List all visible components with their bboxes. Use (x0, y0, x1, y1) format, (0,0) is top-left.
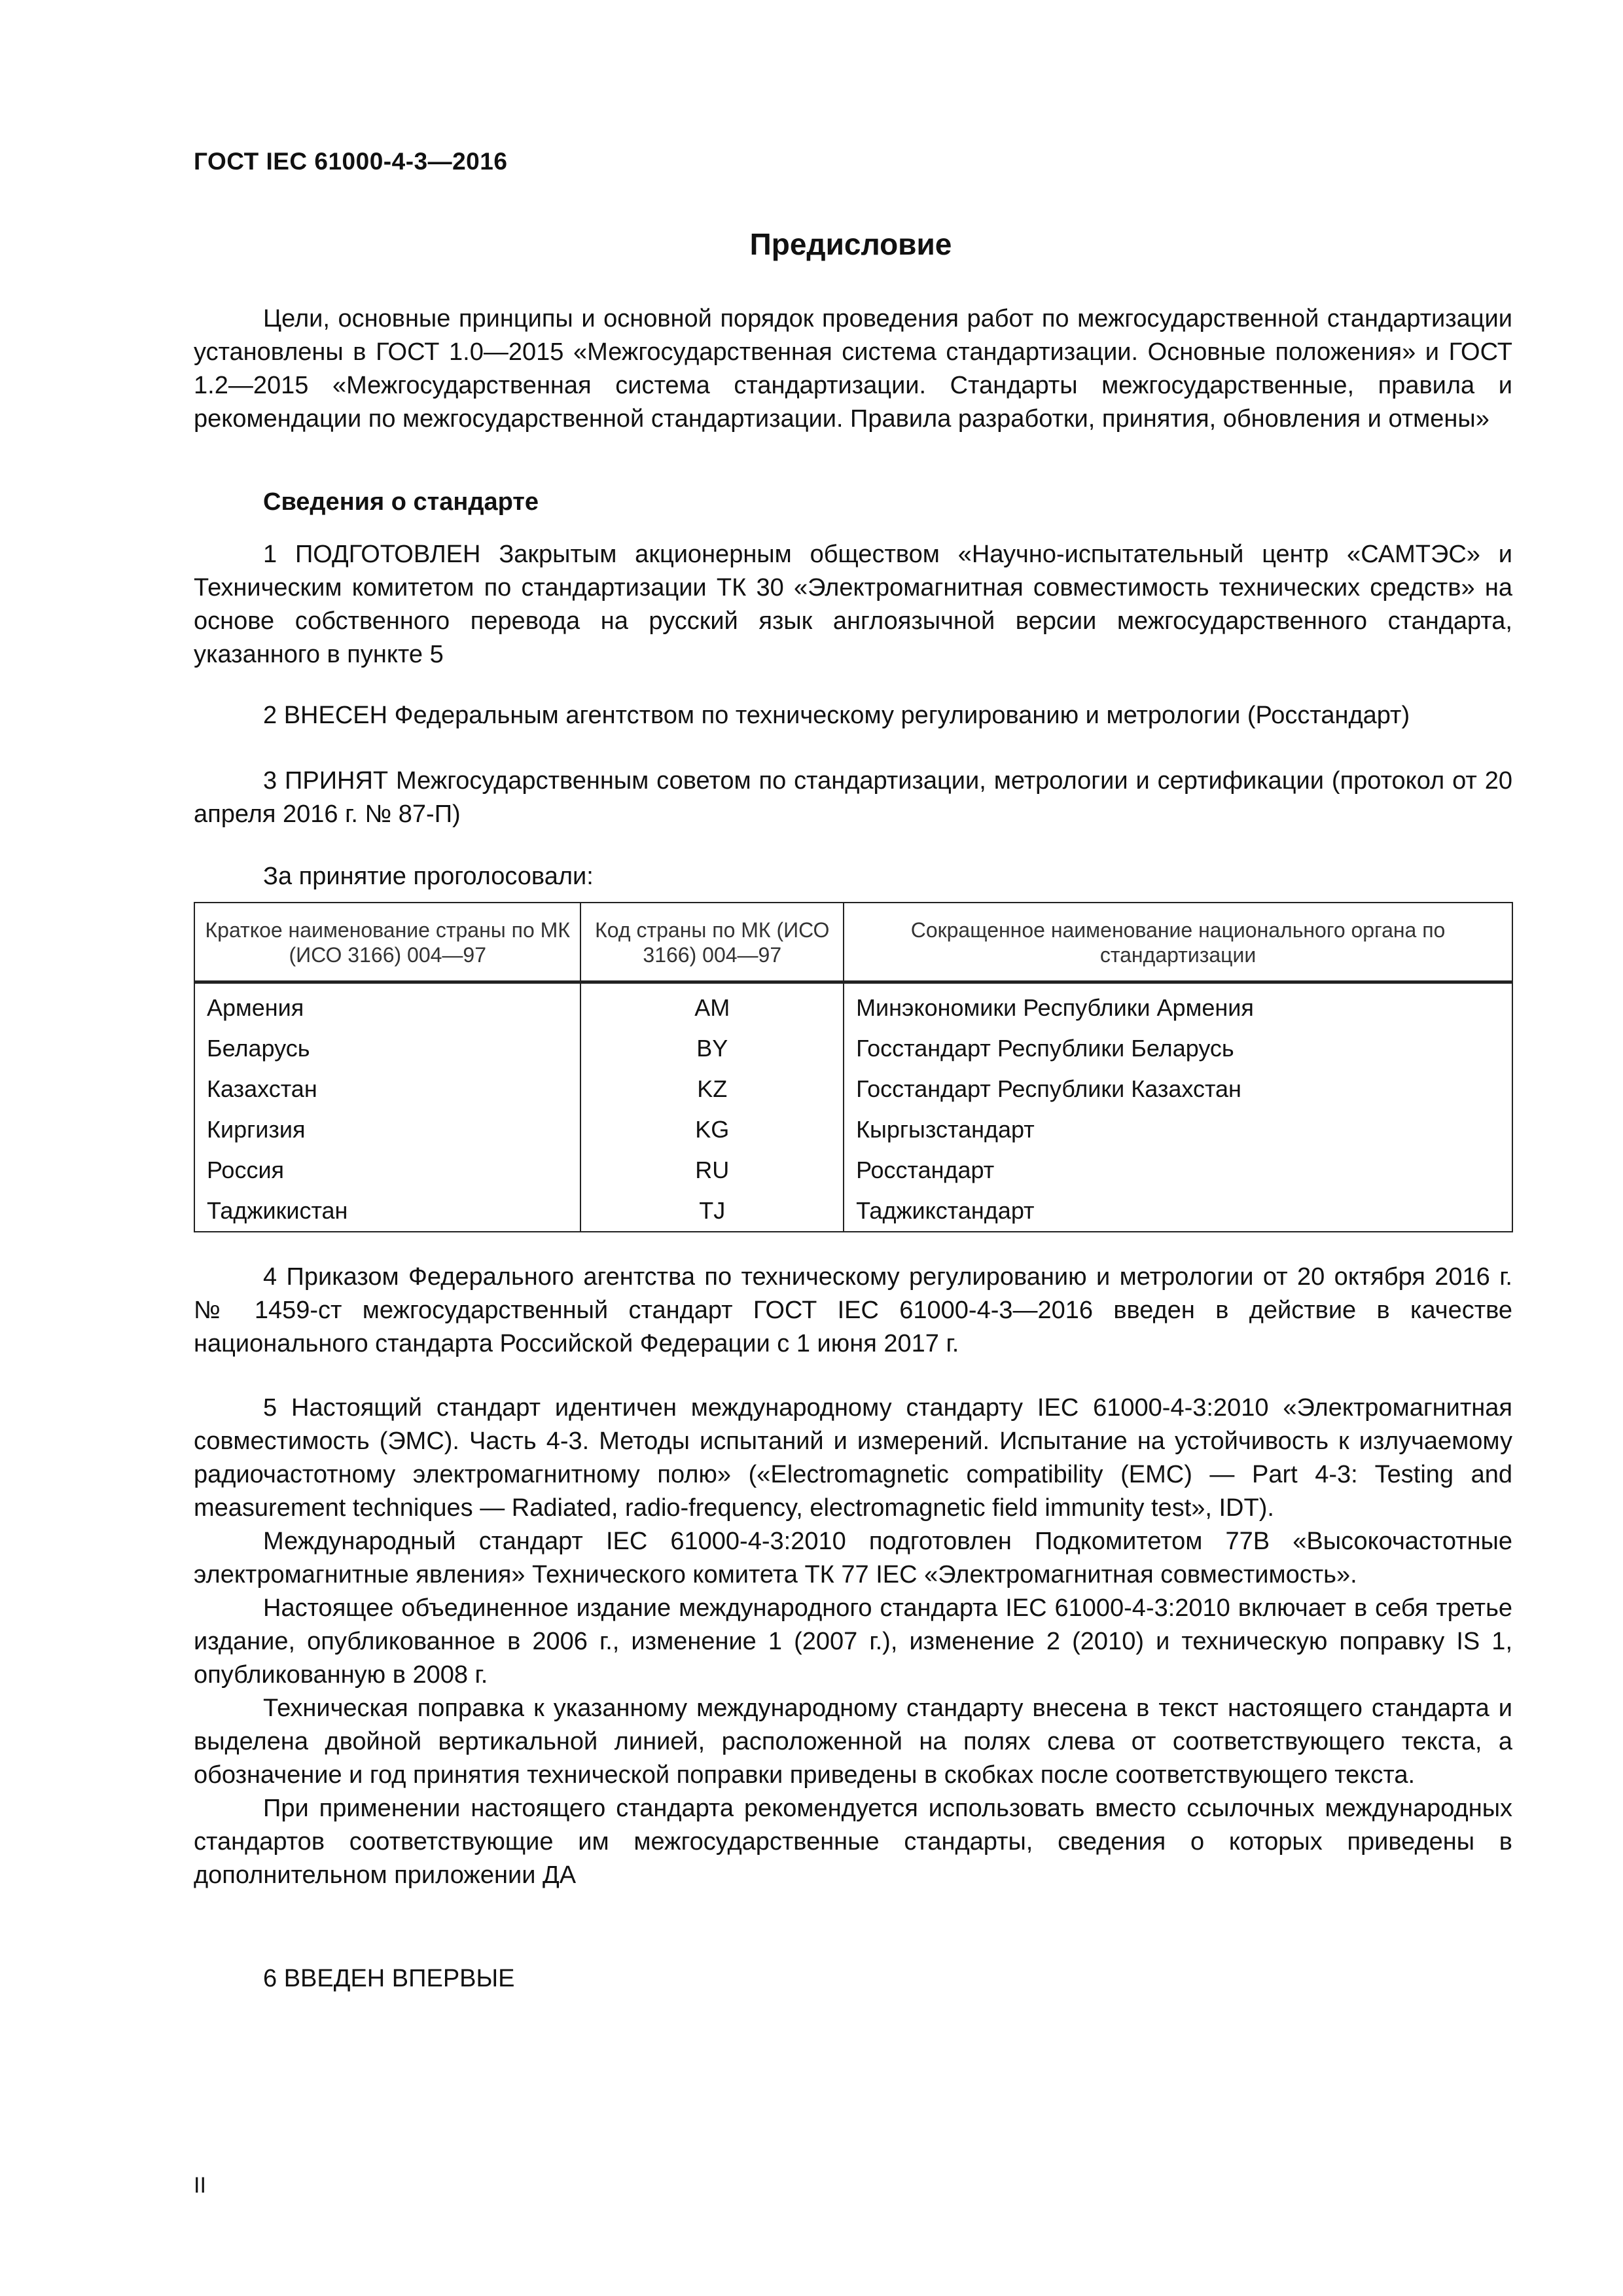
country-cell: Таджикистан (194, 1191, 580, 1232)
country-cell: Киргизия (194, 1109, 580, 1150)
item-2-text: 2 ВНЕСЕН Федеральным агентством по техническому регулированию и метрологии (Росстандарт) (263, 702, 1410, 729)
item-4-text: 4 Приказом Федерального агентства по техническому регулированию и метрологии от 20 октября 2016 г. № 1459-ст межгосударственный стандарт ГОСТ IEC 61000-4-3—2016 введен в действие в качестве национального стандарта Российской Федерации с 1 июня 2017 г. (194, 1263, 1512, 1357)
body-cell: Таджикстандарт (844, 1191, 1512, 1232)
item-5-paragraph-3 (194, 1592, 1512, 1692)
item-5-block (194, 1391, 1512, 1892)
body-cell: Минэкономики Республики Армения (844, 982, 1512, 1029)
voted-label: За принятие проголосовали: (263, 863, 594, 890)
item-5-paragraph-4 (194, 1692, 1512, 1792)
table-header-body: Сокращенное наименование национального органа по стандартизации (844, 903, 1512, 982)
item-3-text: 3 ПРИНЯТ Межгосударственным советом по стандартизации, метрологии и сертификации (протокол от 20 апреля 2016 г. № 87-П) (194, 767, 1512, 828)
table-row (194, 1191, 1512, 1232)
item-3-paragraph (194, 764, 1512, 831)
body-cell: Госстандарт Республики Казахстан (844, 1069, 1512, 1109)
code-cell: AM (580, 982, 844, 1029)
page-title: Предисловие (749, 227, 952, 261)
table-row (194, 1150, 1512, 1191)
body-cell: Росстандарт (844, 1150, 1512, 1191)
item-2-paragraph (194, 699, 1512, 732)
document-code-header: ГОСТ IEC 61000-4-3—2016 (194, 148, 508, 175)
table-row (194, 1109, 1512, 1150)
item-5-paragraph-1 (194, 1391, 1512, 1525)
code-cell: KZ (580, 1069, 844, 1109)
table-row (194, 1069, 1512, 1109)
code-cell: BY (580, 1028, 844, 1069)
table-header-country: Краткое наименование страны по МК (ИСО 3166) 004—97 (194, 903, 580, 982)
voting-countries-table (194, 902, 1513, 1232)
item-6-text: 6 ВВЕДЕН ВПЕРВЫЕ (263, 1965, 515, 1992)
item-1-text: 1 ПОДГОТОВЛЕН Закрытым акционерным обществом «Научно-испытательный центр «САМТЭС» и Техническим комитетом по стандартизации ТК 30 «Электромагнитная совместимость технических средств» на основе собственного перевода на русский язык англоязычной версии межгосударственного стандарта, указанного в пункте 5 (194, 541, 1512, 668)
page-number: II (194, 2173, 206, 2198)
intro-text: Цели, основные принципы и основной порядок проведения работ по межгосударственной стандартизации установлены в ГОСТ 1.0—2015 «Межгосударственная система стандартизации. Основные положения» и ГОСТ 1.2—2015 «Межгосударственная система стандартизации. Стандарты межгосударственные, правила и рекомендации по межгосударственной стандартизации. Правила разработки, принятия, обновления и отмены» (194, 305, 1512, 433)
table-header-code: Код страны по МК (ИСО 3166) 004—97 (580, 903, 844, 982)
item-5-text-3: Настоящее объединенное издание международного стандарта IEC 61000-4-3:2010 включает в себя третье издание, опубликованное в 2006 г., изменение 1 (2007 г.), изменение 2 (2010) и техническую поправку IS 1, опубликованную в 2008 г. (194, 1594, 1512, 1689)
table-header-row (194, 903, 1512, 982)
code-cell: RU (580, 1150, 844, 1191)
section-heading: Сведения о стандарте (263, 488, 539, 516)
country-cell: Армения (194, 982, 580, 1029)
table-row (194, 1028, 1512, 1069)
item-4-paragraph (194, 1261, 1512, 1361)
item-5-text-1: 5 Настоящий стандарт идентичен международному стандарту IEC 61000-4-3:2010 «Электромагнитная совместимость (ЭМС). Часть 4-3. Методы испытаний и измерений. Испытание на устойчивость к излучаемому радиочастотному электромагнитному полю» («Electromagnetic compatibility (EMC) — Part 4-3: Testing and measurement techniques — Radiated, radio-frequency, electromagnetic field immunity test», IDT). (194, 1394, 1512, 1522)
country-cell: Беларусь (194, 1028, 580, 1069)
item-5-text-4: Техническая поправка к указанному международному стандарту внесена в текст настоящего стандарта и выделена двойной вертикальной линией, расположенной на полях слева от соответствующего текста, а обозначение и год принятия технической поправки приведены в скобках после соответствующего текста. (194, 1695, 1512, 1789)
table-row (194, 982, 1512, 1029)
item-5-text-5: При применении настоящего стандарта рекомендуется использовать вместо ссылочных международных стандартов соответствующие им межгосударственные стандарты, сведения о которых приведены в дополнительном приложении ДА (194, 1795, 1512, 1889)
country-cell: Россия (194, 1150, 580, 1191)
item-5-paragraph-2 (194, 1525, 1512, 1592)
item-5-paragraph-5 (194, 1792, 1512, 1892)
item-5-text-2: Международный стандарт IEC 61000-4-3:2010 подготовлен Подкомитетом 77B «Высокочастотные электромагнитные явления» Технического комитета ТК 77 IEC «Электромагнитная совместимость». (194, 1528, 1512, 1588)
body-cell: Кыргызстандарт (844, 1109, 1512, 1150)
item-1-paragraph (194, 538, 1512, 672)
body-cell: Госстандарт Республики Беларусь (844, 1028, 1512, 1069)
code-cell: KG (580, 1109, 844, 1150)
code-cell: TJ (580, 1191, 844, 1232)
country-cell: Казахстан (194, 1069, 580, 1109)
intro-paragraph (194, 302, 1512, 436)
